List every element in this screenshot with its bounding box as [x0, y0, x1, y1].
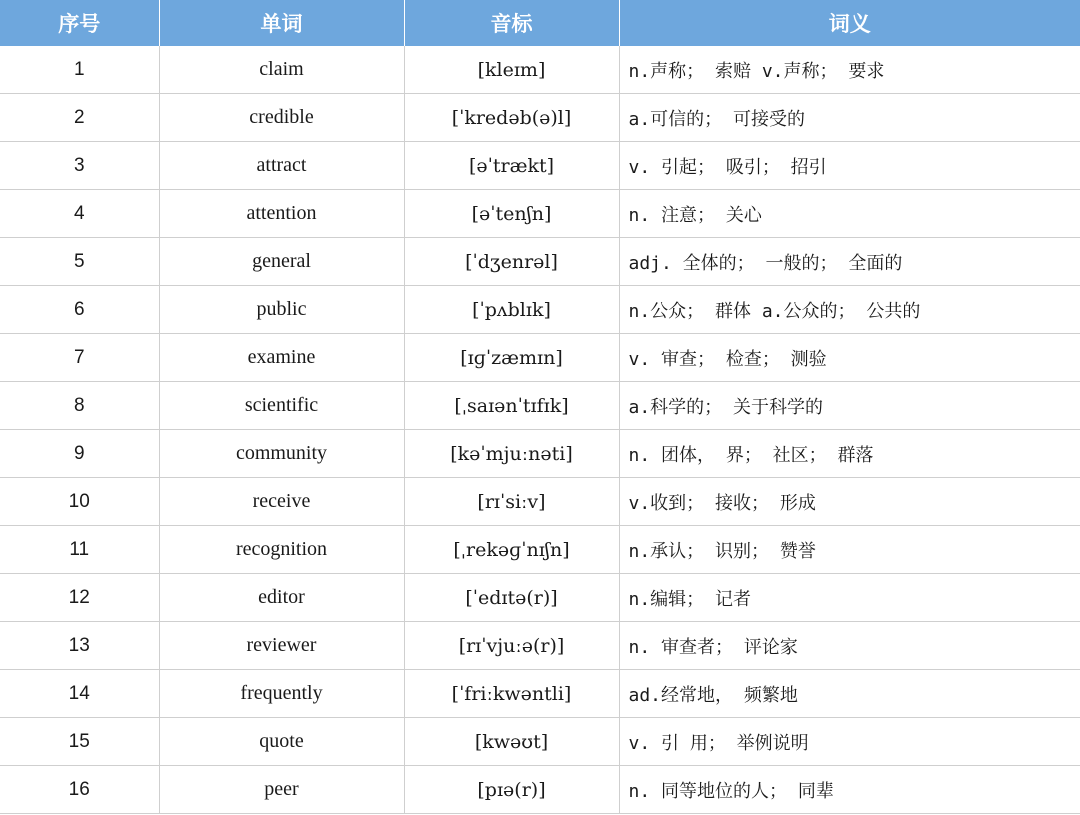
table-row [0, 574, 1080, 622]
row-word: peer [159, 766, 404, 814]
row-phonetic: [əˈtenʃn] [404, 190, 619, 238]
table-row [0, 190, 1080, 238]
row-number: 6 [0, 286, 159, 334]
row-number: 4 [0, 190, 159, 238]
row-number: 13 [0, 622, 159, 670]
table-row [0, 286, 1080, 334]
row-phonetic: [ˈkredəb(ə)l] [404, 94, 619, 142]
row-number: 15 [0, 718, 159, 766]
row-phonetic: [ˌrekəɡˈnɪʃn] [404, 526, 619, 574]
row-word: examine [159, 334, 404, 382]
row-word: community [159, 430, 404, 478]
row-number: 3 [0, 142, 159, 190]
row-phonetic: [əˈtrækt] [404, 142, 619, 190]
row-word: claim [159, 46, 404, 94]
table-row [0, 622, 1080, 670]
row-meaning: v. 引 用； 举例说明 [619, 718, 1080, 766]
header-row [0, 0, 1080, 46]
row-number: 7 [0, 334, 159, 382]
row-meaning: n.公众； 群体 a.公众的； 公共的 [619, 286, 1080, 334]
table-row [0, 526, 1080, 574]
row-meaning: v. 引起； 吸引； 招引 [619, 142, 1080, 190]
table-body [0, 46, 1080, 814]
row-phonetic: [rɪˈvjuːə(r)] [404, 622, 619, 670]
row-number: 9 [0, 430, 159, 478]
row-phonetic: [ˌsaɪənˈtɪfɪk] [404, 382, 619, 430]
row-word: frequently [159, 670, 404, 718]
row-number: 2 [0, 94, 159, 142]
row-meaning: v.收到； 接收； 形成 [619, 478, 1080, 526]
row-phonetic: [rɪˈsiːv] [404, 478, 619, 526]
header-word: 单词 [159, 0, 404, 46]
row-meaning: n.编辑； 记者 [619, 574, 1080, 622]
row-phonetic: [ˈfriːkwəntli] [404, 670, 619, 718]
row-number: 5 [0, 238, 159, 286]
row-number: 12 [0, 574, 159, 622]
row-word: attention [159, 190, 404, 238]
row-word: receive [159, 478, 404, 526]
row-phonetic: [kəˈmjuːnəti] [404, 430, 619, 478]
row-meaning: v. 审查； 检查； 测验 [619, 334, 1080, 382]
table-row [0, 670, 1080, 718]
table-row [0, 430, 1080, 478]
row-number: 14 [0, 670, 159, 718]
row-phonetic: [kwəʊt] [404, 718, 619, 766]
table-row [0, 382, 1080, 430]
row-number: 10 [0, 478, 159, 526]
table-row [0, 334, 1080, 382]
row-number: 16 [0, 766, 159, 814]
table-row [0, 46, 1080, 94]
row-meaning: a.科学的； 关于科学的 [619, 382, 1080, 430]
row-number: 8 [0, 382, 159, 430]
table-row [0, 142, 1080, 190]
table-row [0, 766, 1080, 814]
row-word: scientific [159, 382, 404, 430]
row-word: credible [159, 94, 404, 142]
table-row [0, 718, 1080, 766]
row-word: attract [159, 142, 404, 190]
table-row [0, 238, 1080, 286]
row-meaning: n. 审查者； 评论家 [619, 622, 1080, 670]
row-number: 1 [0, 46, 159, 94]
row-word: general [159, 238, 404, 286]
table-row [0, 94, 1080, 142]
row-meaning: n. 团体， 界； 社区； 群落 [619, 430, 1080, 478]
row-phonetic: [kleɪm] [404, 46, 619, 94]
header-number: 序号 [0, 0, 159, 46]
row-phonetic: [ˈdʒenrəl] [404, 238, 619, 286]
row-word: recognition [159, 526, 404, 574]
row-word: quote [159, 718, 404, 766]
row-number: 11 [0, 526, 159, 574]
row-word: reviewer [159, 622, 404, 670]
row-word: public [159, 286, 404, 334]
table-row [0, 478, 1080, 526]
row-phonetic: [ˈedɪtə(r)] [404, 574, 619, 622]
row-phonetic: [ɪɡˈzæmɪn] [404, 334, 619, 382]
row-meaning: n. 同等地位的人； 同辈 [619, 766, 1080, 814]
row-phonetic: [ˈpʌblɪk] [404, 286, 619, 334]
row-meaning: n.承认； 识别； 赞誉 [619, 526, 1080, 574]
header-phonetic: 音标 [404, 0, 619, 46]
row-meaning: n. 注意； 关心 [619, 190, 1080, 238]
row-meaning: ad.经常地， 频繁地 [619, 670, 1080, 718]
row-meaning: a.可信的； 可接受的 [619, 94, 1080, 142]
table-header [0, 0, 1080, 46]
row-phonetic: [pɪə(r)] [404, 766, 619, 814]
header-meaning: 词义 [619, 0, 1080, 46]
row-meaning: adj. 全体的； 一般的； 全面的 [619, 238, 1080, 286]
row-meaning: n.声称； 索赔 v.声称； 要求 [619, 46, 1080, 94]
row-word: editor [159, 574, 404, 622]
